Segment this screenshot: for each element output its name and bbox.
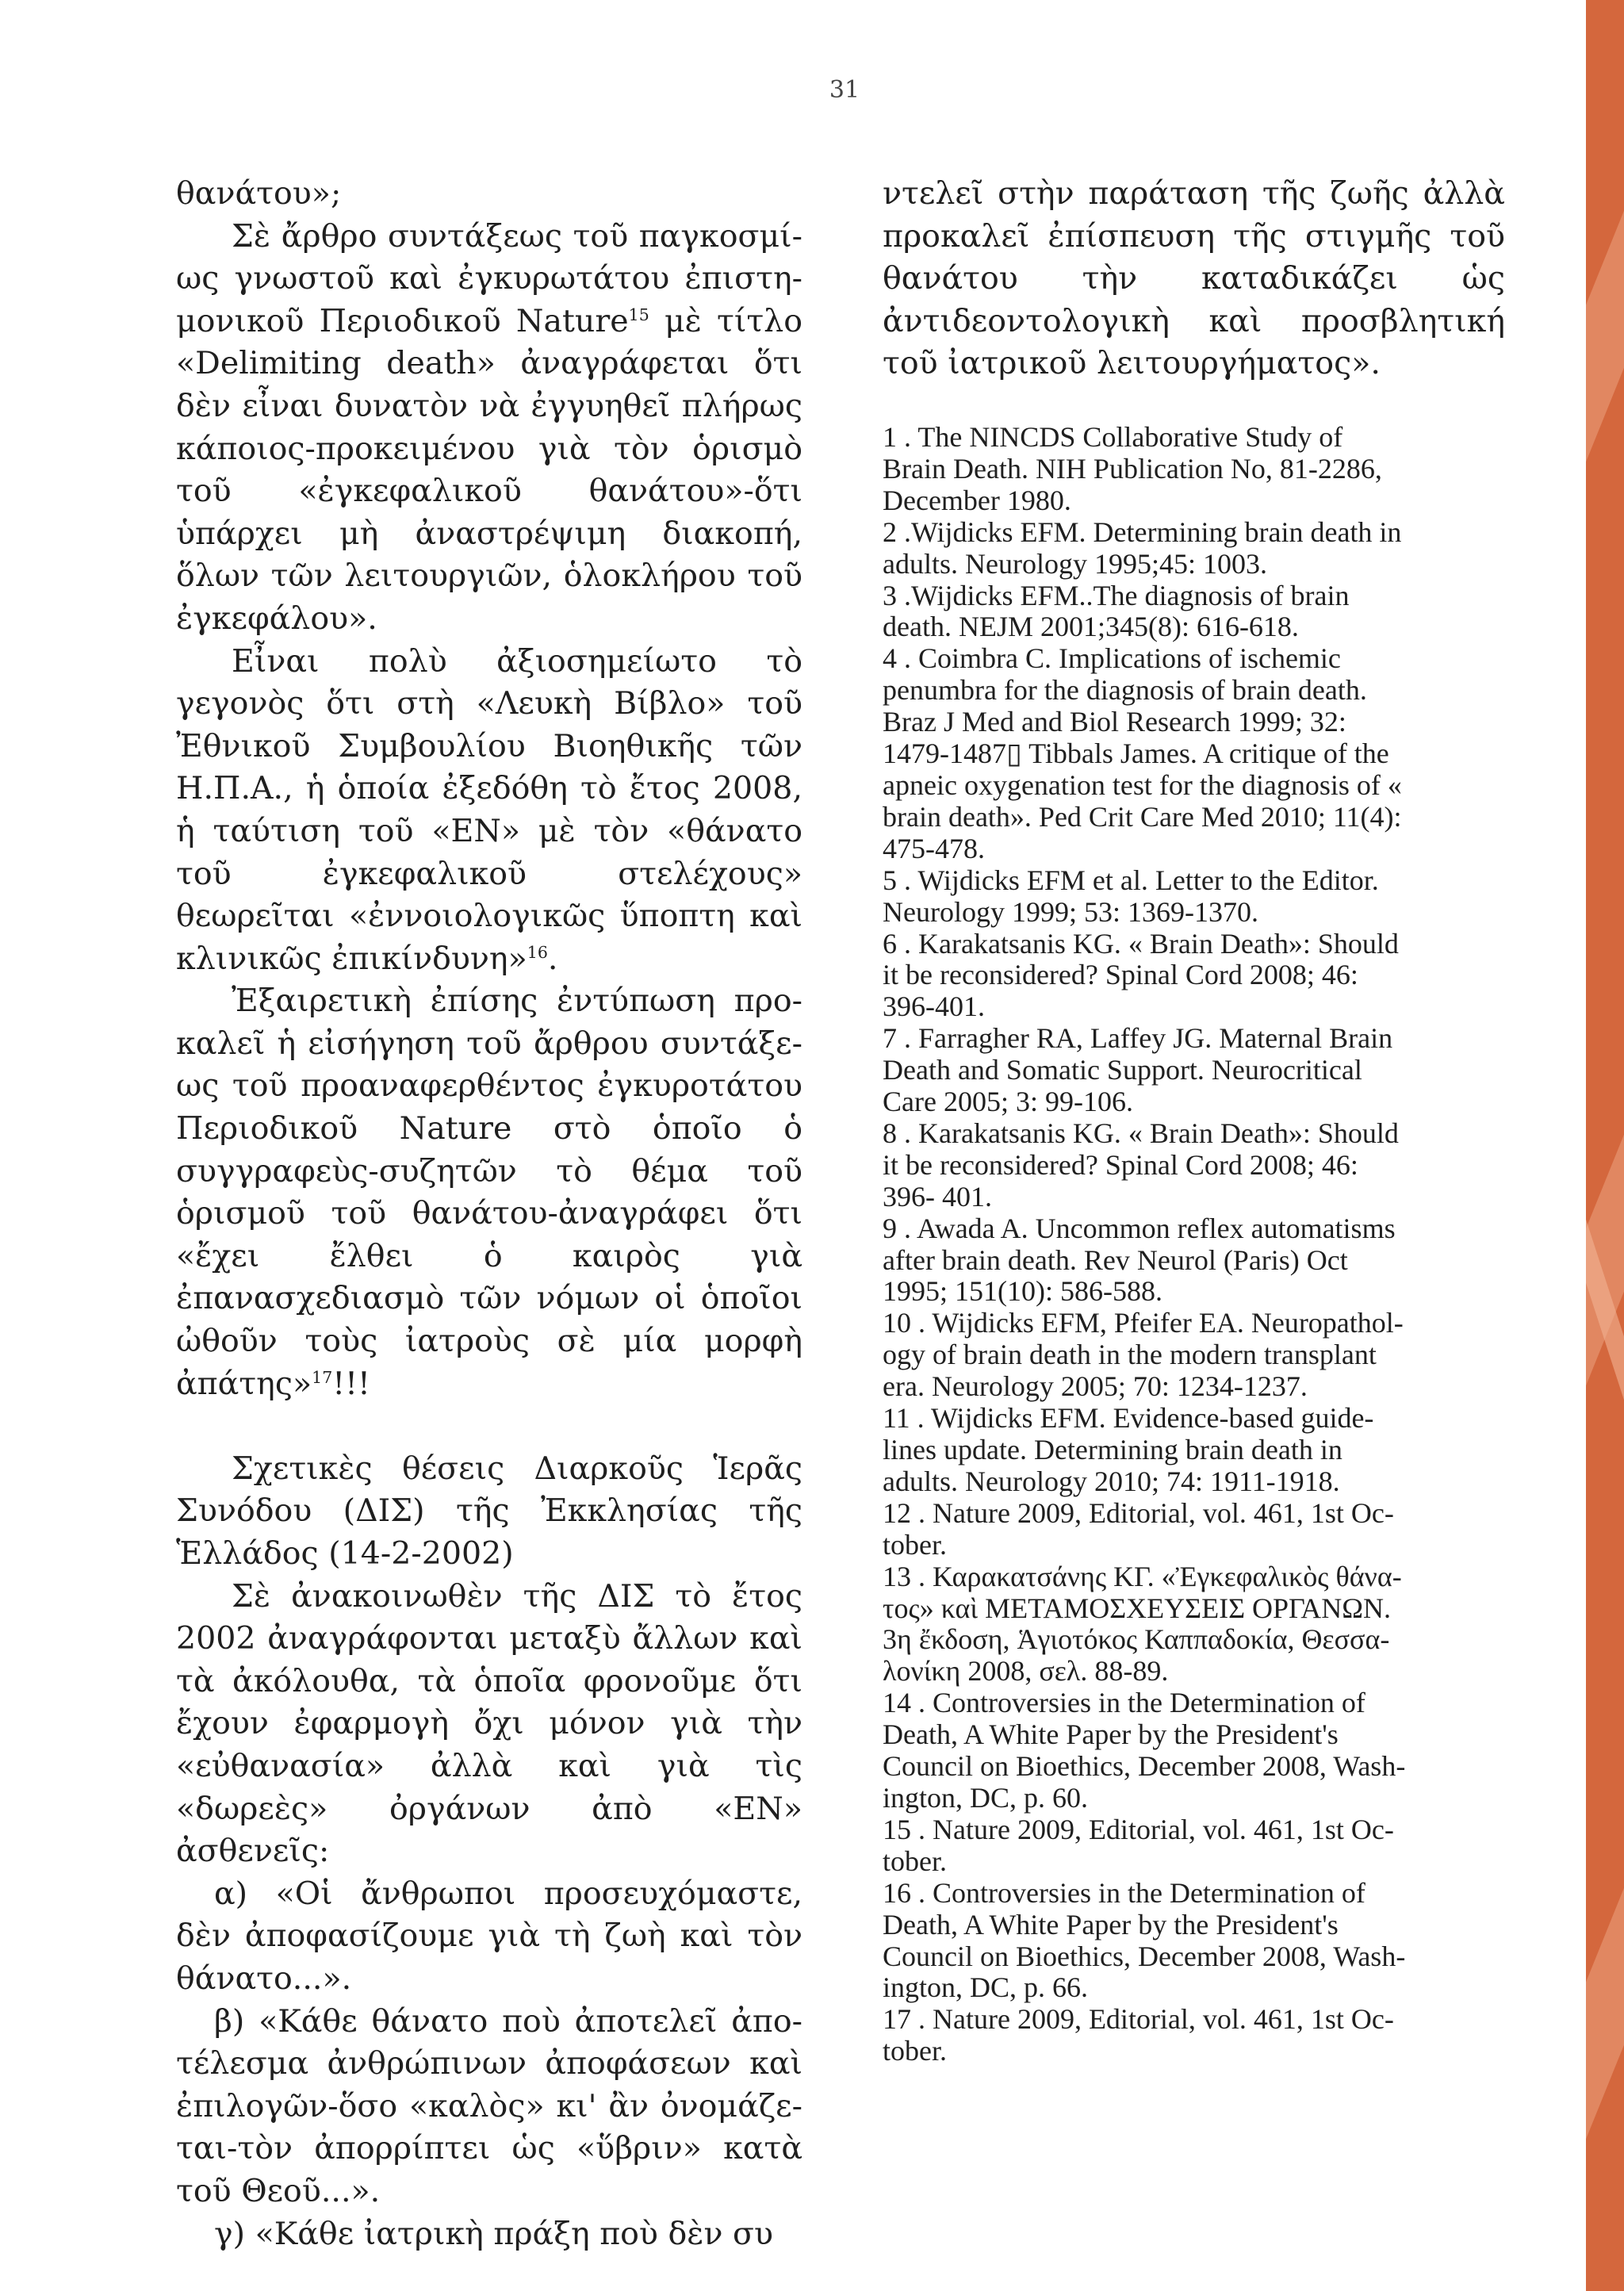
spacer [176, 1405, 802, 1448]
section-heading: Σχετικὲς θέσεις Διαρκοῦς Ἱερᾶς Συνόδου (ΔΙΣ) τῆς Ἐκκλησίας τῆς Ἑλλάδος (14-2-2002) [176, 1450, 802, 1572]
continuation-paragraph: ντελεῖ στὴν παράταση τῆς ζωῆς ἀλλὰ προκαλεῖ ἐπίσπευση τῆς στιγμῆς τοῦ θανάτου τὴν καταδικάζει ὡς ἀντιδεοντολογικὴ καὶ προσβλητική τοῦ ἰατρικοῦ λειτουργήματος». [883, 175, 1505, 382]
paragraph-2 [176, 216, 802, 641]
reference-item: 12 . Nature 2009, Editorial, vol. 461, 1st Oc- tober. [883, 1496, 1394, 1561]
left-column [176, 173, 802, 2255]
references-list [883, 422, 1509, 2067]
reference-item: 2 .Wijdicks EFM. Determining brain death in adults. Neurology 1995;45: 1003. [883, 515, 1402, 580]
paragraph-2-text: Σὲ ἄρθρο συντάξεως τοῦ παγκοσμίως γνωστοῦ καὶ ἐγκυρωτάτου ἐπιστημονικοῦ Περιοδικοῦ Nature [176, 217, 802, 339]
reference-item: 4 . Coimbra C. Implications of ischemic penumbra for the diagnosis of brain death. Braz J Med and Biol Research 1999; 32: 1479-1487▯ Tibbals James. A critique of the apneic oxygenation test for the diagnosis of « brain death». Ped Crit Care Med 2010; 11(4): 475-478. [883, 642, 1402, 864]
page-number: 31 [829, 76, 860, 104]
reference-item: 3 .Wijdicks EFM..The diagnosis of brain death. NEJM 2001;345(8): 616-618. [883, 579, 1350, 643]
reference-item: 17 . Nature 2009, Editorial, vol. 461, 1st Oc- tober. [883, 2003, 1394, 2067]
footnote-ref-15: 15 [628, 305, 649, 324]
reference-item: 13 . Καρακατσάνης ΚΓ. «Ἐγκεφαλικὸς θάνα- τος» καὶ ΜΕΤΑΜΟΣΧΕΥΣΕΙΣ ΟΡΓΑΝΩΝ. 3η ἔκδοση, Ἁγιοτόκος Καππαδοκία, Θεσσα- λονίκη 2008, σελ. 88-89. [883, 1560, 1402, 1688]
list-item-c: γ) «Κάθε ἰατρικὴ πράξη ποὺ δὲν συ [214, 2215, 774, 2252]
reference-item: 6 . Karakatsanis KG. « Brain Death»: Should it be reconsidered? Spinal Cord 2008; 46: 396-401. [883, 927, 1399, 1023]
reference-item: 15 . Nature 2009, Editorial, vol. 461, 1st Oc- tober. [883, 1813, 1394, 1877]
reference-item: 5 . Wijdicks EFM et al. Letter to the Editor. Neurology 1999; 53: 1369-1370. [883, 864, 1379, 928]
paragraph-3-text: Εἶναι πολὺ ἀξιοσημείωτο τὸ γεγονὸς ὅτι στὴ «Λευκὴ Βίβλο» τοῦ Ἐθνικοῦ Συμβουλίου Βιοηθικῆς τῶν Η.Π.Α., ἡ ὁποία ἐξεδόθη τὸ ἔτος 2008, ἡ ταύτιση τοῦ «ΕΝ» μὲ τὸν «θάνατο τοῦ ἐγκεφαλικοῦ στελέχους» θεωρεῖται «ἐννοιολογικῶς ὕποπτη καὶ κλινικῶς ἐπικίνδυνη» [176, 642, 802, 977]
paragraph-1: θανάτου»; [176, 175, 342, 212]
reference-item: 14 . Controversies in the Determination of Death, A White Paper by the President's Council on Bioethics, December 2008, Wash- ington, DC, p. 60. [883, 1687, 1406, 1814]
list-item-b: β) «Κάθε θάνατο ποὺ ἀποτελεῖ ἀποτέλεσμα ἀνθρώπινων ἀποφάσεων καὶ ἐπιλογῶν-ὅσο «καλὸς» κι' ἂν ὀνομάζεται-τὸν ἀπορρίπτει ὡς «ὕβριν» κατὰ τοῦ Θεοῦ...». [176, 2002, 802, 2209]
paragraph-4-text: Ἐξαιρετικὴ ἐπίσης ἐντύπωση προκαλεῖ ἡ εἰσήγηση τοῦ ἄρθρου συντάξεως τοῦ προαναφερθέντος ἐγκυροτάτου Περιοδικοῦ Nature στὸ ὁποῖο ὁ συγγραφεὺς-συζητῶν τὸ θέμα τοῦ ὁρισμοῦ τοῦ θανάτου-ἀναγράφει ὅτι «ἔχει ἔλθει ὁ καιρὸς γιὰ ἐπανασχεδιασμὸ τῶν νόμων οἱ ὁποῖοι ὠθοῦν τοὺς ἰατροὺς σὲ μία μορφὴ ἀπάτης» [176, 983, 802, 1402]
decorative-stripe [1586, 1745, 1624, 2141]
paragraph-3 [176, 641, 802, 981]
reference-item: 7 . Farragher RA, Laffey JG. Maternal Brain Death and Somatic Support. Neurocritical Care 2005; 3: 99-106. [883, 1022, 1393, 1118]
reference-item: 16 . Controversies in the Determination of Death, A White Paper by the President's Council on Bioethics, December 2008, Wash- ington, DC, p. 66. [883, 1876, 1406, 2004]
paragraph-5: Σὲ ἀνακοινωθὲν τῆς ΔΙΣ τὸ ἔτος 2002 ἀναγράφονται μεταξὺ ἄλλων καὶ τὰ ἀκόλουθα, τὰ ὁποῖα φρονοῦμε ὅτι ἔχουν ἐφαρμογὴ ὄχι μόνον γιὰ τὴν «εὐθανασία» ἀλλὰ καὶ γιὰ τὶς «δωρεὲς» ὀργάνων ἀπὸ «ΕΝ» ἀσθενεῖς: [176, 1577, 802, 1870]
reference-item: 11 . Wijdicks EFM. Evidence-based guide- lines update. Determining brain death in adults. Neurology 2010; 74: 1911-1918. [883, 1402, 1374, 1497]
reference-item: 1 . The NINCDS Collaborative Study of Brain Death. NIH Publication No, 81-2286, December 1980. [883, 421, 1382, 516]
decorative-side-band [1586, 0, 1624, 2291]
paragraph-4 [176, 980, 802, 1405]
paragraph-3-end: . [547, 940, 558, 977]
reference-item: 8 . Karakatsanis KG. « Brain Death»: Should it be reconsidered? Spinal Cord 2008; 46: 396- 401. [883, 1117, 1399, 1213]
reference-item: 9 . Awada A. Uncommon reflex automatisms after brain death. Rev Neurol (Paris) Oct 1995; 151(10): 586-588. [883, 1212, 1396, 1308]
paragraph-4-end: !!! [332, 1365, 370, 1402]
right-column [883, 173, 1505, 385]
footnote-ref-16: 16 [527, 942, 548, 962]
footnote-ref-17: 17 [312, 1367, 333, 1387]
list-item-a: α) «Οἱ ἄνθρωποι προσευχόμαστε, δὲν ἀποφασίζουμε γιὰ τὴ ζωὴ καὶ τὸν θάνατο...». [176, 1875, 802, 1997]
paragraph-2-rest: μὲ τίτλο «Delimiting death» ἀναγράφεται ὅτι δὲν εἶναι δυνατὸν νὰ ἐγγυηθεῖ πλήρως κάποιος-προκειμένου γιὰ τὸν ὁρισμὸ τοῦ «ἐγκεφαλικοῦ θανάτου»-ὅτι ὑπάρχει μὴ ἀναστρέψιμη διακοπή, ὅλων τῶν λειτουργιῶν, ὁλοκλήρου τοῦ ἐγκεφάλου». [176, 302, 802, 637]
reference-item: 10 . Wijdicks EFM, Pfeifer EA. Neuropathol- ogy of brain death in the modern transplant era. Neurology 2005; 70: 1234-1237. [883, 1307, 1404, 1403]
decorative-stripe [1586, 48, 1624, 492]
